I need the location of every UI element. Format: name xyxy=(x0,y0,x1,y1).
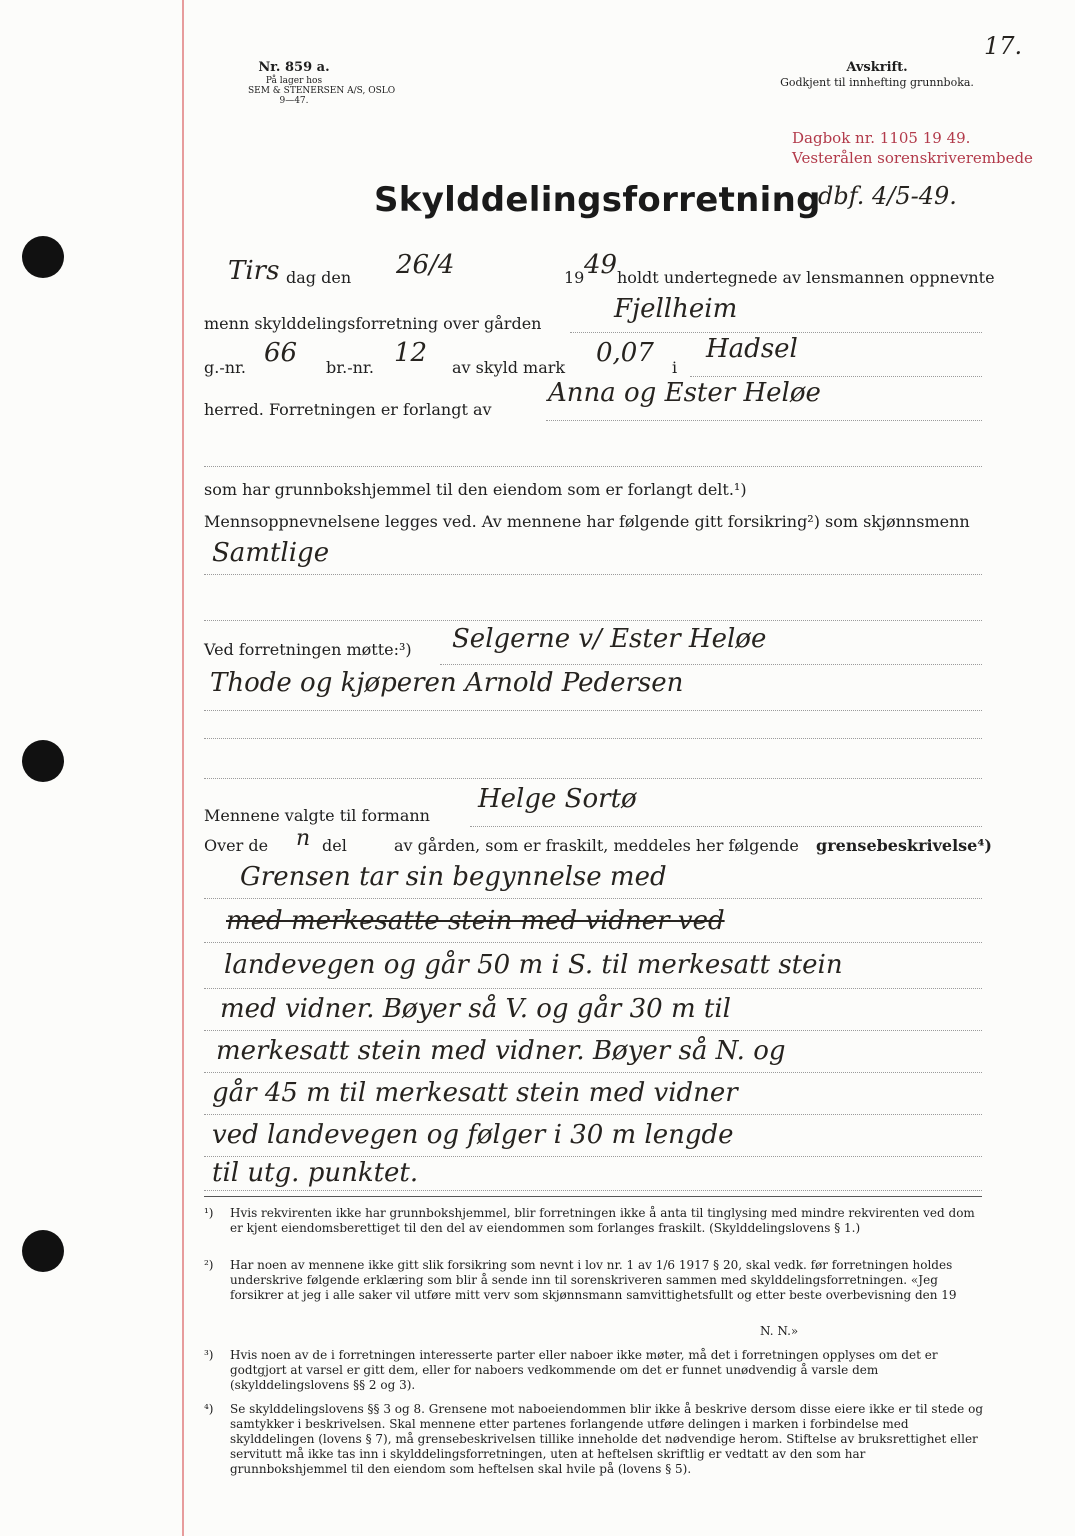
hw-brnr: 12 xyxy=(394,338,428,368)
footnote-text: N. N.» xyxy=(760,1324,799,1338)
copy-label: Avskrift. xyxy=(846,60,908,75)
form-imprint xyxy=(248,60,396,106)
hw-gnr: 66 xyxy=(264,338,298,368)
desc-line: med vidner. Bøyer så V. og går 30 m til xyxy=(220,994,731,1024)
label-i: i xyxy=(672,358,678,377)
fill-line xyxy=(204,620,982,621)
label-dag-den: dag den xyxy=(286,268,352,287)
fill-line xyxy=(204,738,982,739)
footnote-text: Se skylddelingslovens §§ 3 og 8. Grensene mot naboeiendommen blir ikke å beskrive dersom disse eiere ikke er til stede og samtykker i beskrivelsen. Skal mennene etter partenes forlangende utføre delingen i marken i forbindelse med skylddelingen (lovens § 7), må grensebeskrivelsen tillike inneholde det nødvendige herom. Stiftelse av bruksrettighet eller servitutt må ikke tas inn i skylddelingsforretningen, uten at heftelsen skriftlig er vedtatt av den som har grunnbokshjemmel til den eiendom som heftelsen skal hvile på (lovens § 5). xyxy=(230,1402,983,1476)
approval-note: Godkjent til innhefting grunnboka. xyxy=(780,76,974,89)
footnote-text: Hvis noen av de i forretningen interesserte parter eller naboer ikke møter, må det i forretningen opplyses om det er godtgjort at varsel er gitt dem, eller for naboers vedkommende om det er funnet unødvendig å varsle dem (skylddelingslovens §§ 2 og 3). xyxy=(230,1348,938,1392)
label-over-de: Over de xyxy=(204,836,269,855)
fill-line xyxy=(204,574,982,575)
desc-line: Grensen tar sin begynnelse med xyxy=(240,862,667,892)
fill-line xyxy=(690,376,982,377)
fill-line xyxy=(204,466,982,467)
punch-hole xyxy=(22,236,64,278)
punch-hole xyxy=(22,1230,64,1272)
desc-line: med merkesatte stein med vidner ved xyxy=(226,906,725,936)
label-holdt: holdt undertegnede av lensmannen oppnevnte xyxy=(617,268,995,287)
fill-line xyxy=(570,332,982,333)
hw-fraction: n xyxy=(296,826,311,851)
hw-assessors: Samtlige xyxy=(212,538,330,568)
hw-skyld: 0,07 xyxy=(596,338,654,368)
fill-line xyxy=(204,710,982,711)
publisher-line: På lager hos xyxy=(265,76,323,86)
footnote-text: Hvis rekvirenten ikke har grunnbokshjemmel, blir forretningen ikke å anta til tinglysing med mindre rekvirenten ved dom er kjent eiendomsberettiget til den del av eiendommen som forlanges fraskilt. (Skylddelingslovens § 1.) xyxy=(230,1206,975,1235)
footnote-mark: ⁴) xyxy=(204,1402,214,1416)
fill-line xyxy=(204,1030,982,1031)
fill-line xyxy=(204,778,982,779)
desc-line: går 45 m til merkesatt stein med vidner xyxy=(212,1078,738,1108)
stamp-office-line: Vesterålen sorenskriverembede xyxy=(792,149,1033,167)
publisher-line: SEM & STENERSEN A/S, OSLO xyxy=(248,86,396,96)
fill-line xyxy=(204,1190,982,1191)
publisher-line: 9—47. xyxy=(279,96,309,106)
fill-line xyxy=(204,1114,982,1115)
copy-header xyxy=(772,60,982,90)
label-gaarden: menn skylddelingsforretning over gården xyxy=(204,314,542,333)
label-brnr: br.-nr. xyxy=(326,358,374,377)
stamp-journal-line: Dagbok nr. 1105 19 49. xyxy=(792,129,971,147)
hw-present-1: Selgerne v/ Ester Heløe xyxy=(452,624,767,654)
hw-farm-name: Fjellheim xyxy=(614,294,738,324)
footnote-mark: ¹) xyxy=(204,1206,214,1220)
footnote-mark: ³) xyxy=(204,1348,214,1362)
fill-line xyxy=(204,898,982,899)
page-number: 17. xyxy=(984,32,1023,60)
label-grunnbokshjemmel: som har grunnbokshjemmel til den eiendom som er forlangt delt.¹) xyxy=(204,480,747,499)
journal-stamp xyxy=(792,128,1033,168)
fill-line xyxy=(204,1072,982,1073)
hw-herred: Hadsel xyxy=(706,334,798,364)
hw-date: 26/4 xyxy=(396,250,455,280)
hw-chairman: Helge Sortø xyxy=(478,784,637,814)
footnote-separator xyxy=(204,1196,982,1197)
fill-line xyxy=(470,826,982,827)
desc-line: til utg. punktet. xyxy=(212,1158,419,1188)
form-number: Nr. 859 a. xyxy=(258,60,330,75)
footnote-mark: ²) xyxy=(204,1258,214,1272)
label-gnr: g.-nr. xyxy=(204,358,247,377)
hw-year: 49 xyxy=(584,250,618,280)
desc-line: merkesatt stein med vidner. Bøyer så N. og xyxy=(216,1036,786,1066)
label-fraskilt: av gården, som er fraskilt, meddeles her følgende xyxy=(394,836,799,855)
label-formann: Mennene valgte til formann xyxy=(204,806,430,825)
fill-line xyxy=(546,420,982,421)
margin-line xyxy=(182,0,184,1536)
punch-hole xyxy=(22,740,64,782)
label-skyld: av skyld mark xyxy=(452,358,566,377)
label-mennsoppnevnelse: Mennsoppnevnelsene legges ved. Av mennene har følgende gitt forsikring²) som skjønnsmenn xyxy=(204,512,970,531)
registration-date: dbf. 4/5-49. xyxy=(818,182,957,210)
hw-present-2: Thode og kjøperen Arnold Pedersen xyxy=(210,668,684,698)
label-del: del xyxy=(322,836,347,855)
fill-line xyxy=(204,988,982,989)
fill-line xyxy=(204,1156,982,1157)
desc-line: landevegen og går 50 m i S. til merkesatt stein xyxy=(224,950,843,980)
label-motte: Ved forretningen møtte:³) xyxy=(204,640,412,659)
label-century: 19 xyxy=(564,268,585,287)
fill-line xyxy=(440,664,982,665)
hw-weekday: Tirs xyxy=(228,256,280,286)
document-title: Skylddelingsforretning xyxy=(374,180,821,220)
footnote-text: Har noen av mennene ikke gitt slik forsikring som nevnt i lov nr. 1 av 1/6 1917 § 20, skal vedk. før forretningen holdes underskrive følgende erklæring som blir å sende inn til sorenskriveren sammen med skylddelingsforretningen. «Jeg forsikrer at jeg i alle saker vil utføre mitt verv som skjønnsmann samvittighetsfullt og etter beste overbevisning den 19 xyxy=(230,1258,957,1302)
fill-line xyxy=(204,942,982,943)
hw-requested-by: Anna og Ester Heløe xyxy=(548,378,821,408)
desc-line: ved landevegen og følger i 30 m lengde xyxy=(212,1120,734,1150)
label-forlangt-av: herred. Forretningen er forlangt av xyxy=(204,400,492,419)
label-grensebeskrivelse: grensebeskrivelse⁴) xyxy=(816,836,992,855)
